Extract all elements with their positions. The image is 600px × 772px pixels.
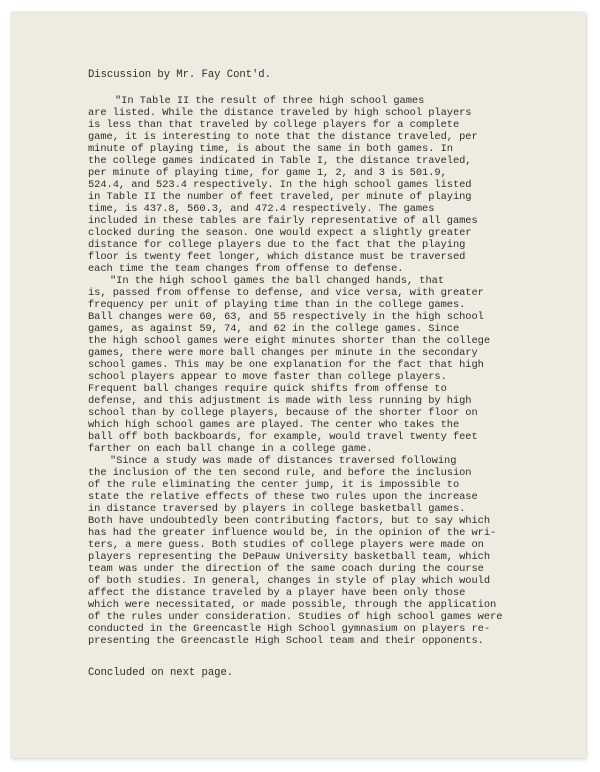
body-line: distance for college players due to the fact that the playing: [88, 239, 466, 251]
body-line: clocked during the season. One would expect a slightly greater: [88, 227, 472, 239]
body-line: Ball changes were 60, 63, and 55 respectively in the high school: [88, 311, 484, 323]
body-line: games, there were more ball changes per minute in the secondary: [88, 347, 478, 359]
body-line: affect the distance traveled by a player have been only those: [88, 587, 466, 599]
body-line: in distance traversed by players in college basketball games.: [88, 503, 466, 515]
body-line: school than by college players, because of the shorter floor on: [88, 407, 478, 419]
body-line: "In the high school games the ball changed hands, that: [110, 275, 445, 287]
body-line: players representing the DePauw University basketball team, which: [88, 551, 491, 563]
body-line: games, as against 59, 74, and 62 in the college games. Since: [88, 323, 460, 335]
body-line: are listed. While the distance traveled by high school players: [88, 107, 472, 119]
body-line: ters, a mere guess. Both studies of college players were made on: [88, 539, 484, 551]
body-line: school games. This may be one explanation for the fact that high: [88, 359, 484, 371]
body-line: time, is 437.8, 560.3, and 472.4 respectively. The games: [88, 203, 435, 215]
body-line: Both have undoubtedly been contributing factors, but to say which: [88, 515, 491, 527]
body-line: farther on each ball change in a college game.: [88, 443, 373, 455]
page-header: Discussion by Mr. Fay Cont'd.: [88, 69, 271, 81]
body-line: school players appear to move faster than college players.: [88, 371, 447, 383]
body-line: presenting the Greencastle High School team and their opponents.: [88, 635, 484, 647]
body-line: of the rules under consideration. Studies of high school games were: [88, 611, 503, 623]
body-line: which were necessitated, or made possible, through the application: [88, 599, 497, 611]
body-line: is, passed from offense to defense, and vice versa, with greater: [88, 287, 484, 299]
body-line: ball off both backboards, for example, would travel twenty feet: [88, 431, 478, 443]
body-line: 524.4, and 523.4 respectively. In the high school games listed: [88, 179, 472, 191]
body-line: game, it is interesting to note that the distance traveled, per: [88, 131, 478, 143]
body-line: the inclusion of the ten second rule, and before the inclusion: [88, 467, 472, 479]
body-line: per minute of playing time, for game 1, 2, and 3 is 501.9,: [88, 167, 447, 179]
body-line: which high school games are played. The center who takes the: [88, 419, 460, 431]
typewritten-page: [11, 12, 586, 758]
body-line: of both studies. In general, changes in style of play which would: [88, 575, 491, 587]
body-line: the high school games were eight minutes shorter than the college: [88, 335, 491, 347]
body-line: minute of playing time, is about the same in both games. In: [88, 143, 453, 155]
body-line: team was under the direction of the same coach during the course: [88, 563, 484, 575]
body-line: of the rule eliminating the center jump, it is impossible to: [88, 479, 460, 491]
body-line: is less than that traveled by college players for a complete: [88, 119, 460, 131]
body-line: the college games indicated in Table I, the distance traveled,: [88, 155, 472, 167]
body-line: in Table II the number of feet traveled, per minute of playing: [88, 191, 472, 203]
body-line: conducted in the Greencastle High School gymnasium on players re-: [88, 623, 491, 635]
paper-sheet: [11, 12, 586, 758]
body-line: frequency per unit of playing time than in the college games.: [88, 299, 466, 311]
body-line: "In Table II the result of three high school games: [115, 95, 425, 107]
body-line: state the relative effects of these two rules upon the increase: [88, 491, 478, 503]
body-line: "Since a study was made of distances traversed following: [110, 455, 457, 467]
body-line: has had the greater influence would be, in the opinion of the wri-: [88, 527, 497, 539]
body-line: defense, and this adjustment is made with less running by high: [88, 395, 472, 407]
body-line: Frequent ball changes require quick shifts from offense to: [88, 383, 447, 395]
page-closing-note: Concluded on next page.: [88, 667, 234, 679]
body-line: floor is twenty feet longer, which distance must be traversed: [88, 251, 466, 263]
body-line: included in these tables are fairly representative of all games: [88, 215, 478, 227]
body-line: each time the team changes from offense to defense.: [88, 263, 404, 275]
